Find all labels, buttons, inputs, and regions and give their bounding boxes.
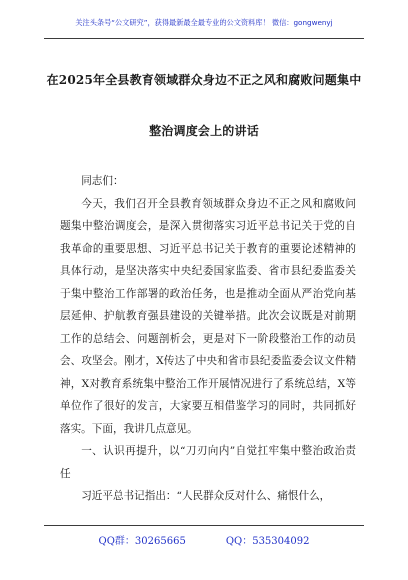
document-title-line1: 在2025年全县教育领域群众身边不正之风和腐败问题集中 <box>46 73 362 87</box>
body-paragraph-2: 习近平总书记指出：“人民群众反对什么、痛恨什么， <box>81 490 331 502</box>
footer-contact <box>0 532 408 547</box>
footer-qq-group: QQ群：30265665 <box>98 536 186 547</box>
section-heading-1: 一、认识再提升，以“刀刃向内”自觉扛牢集中整治政治责任 <box>60 445 356 480</box>
body-paragraph-1: 今天，我们召开全县教育领域群众身边不正之风和腐败问题集中整治调度会，是深入贯彻落实习近平总书记关于党的自我革命的重要思想、习近平总书记关于教育的重要论述精神的具体行动，是坚决落实中央纪委国家监委、省市县纪委监委关于集中整治工作部署的政治任务，也是推动全面从严治党向基层延伸、护航教育强县建设的关键举措。此次会议既是对前期工作的总结会、问题剖析会，更是对下一阶段整治工作的动员会、攻坚会。刚才，X传达了中央和省市县纪委监委会议文件精神，X对教育系统集中整治工作开展情况进行了系统总结，X等单位作了很好的发言，大家要互相借鉴学习的同时，共同抓好落实。下面，我讲几点意见。 <box>60 197 356 435</box>
salutation: 同志们： <box>81 175 124 187</box>
document-body <box>60 170 356 508</box>
footer-qq: QQ：535304092 <box>225 536 310 547</box>
header-divider <box>44 38 364 39</box>
document-title-line2: 整治调度会上的讲话 <box>149 124 259 138</box>
header-banner: 关注头条号“公文研究”，获得最新最全最专业的公文资料库！ 微信：gongwenyj <box>75 18 333 27</box>
footer-divider <box>44 525 364 526</box>
